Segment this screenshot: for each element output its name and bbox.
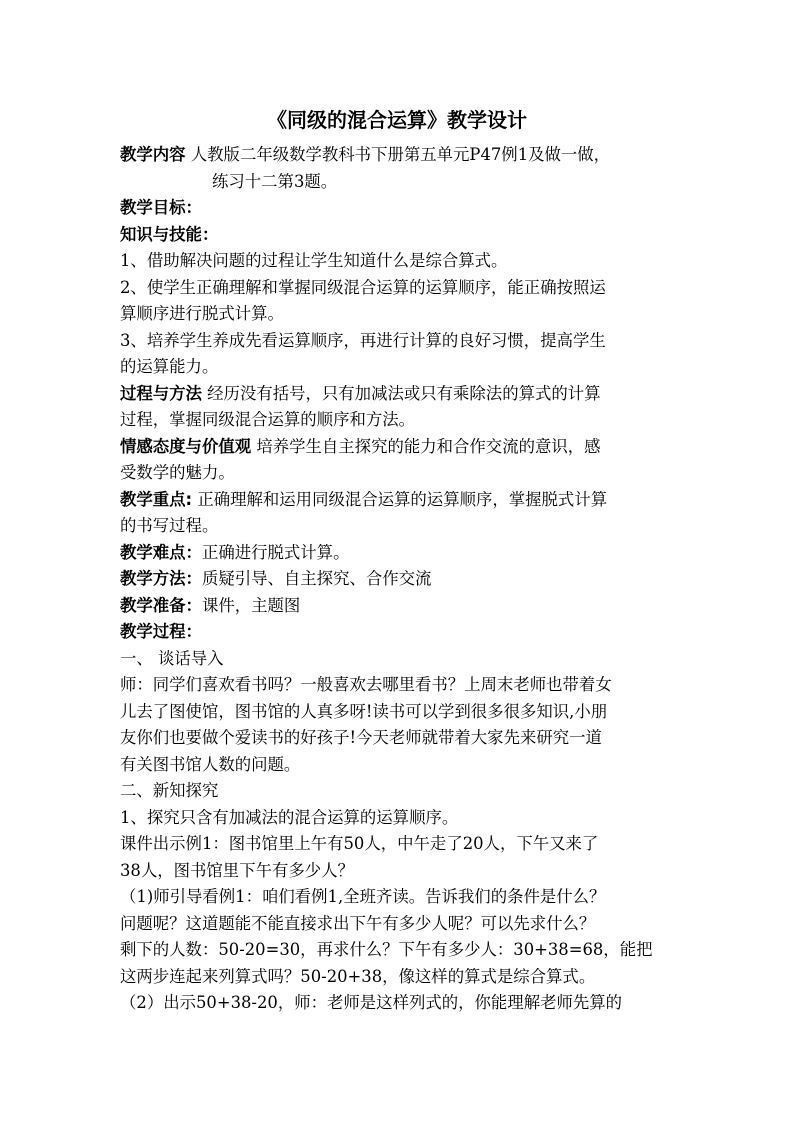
body-line: 问题呢？这道题能不能直接求出下午有多少人呢？可以先求什么？: [120, 913, 596, 933]
attitude-label: 情感态度与价值观: [120, 436, 252, 456]
body-line: 38人，图书馆里下午有多少人？: [120, 860, 354, 880]
key-point-text: 正确理解和运用同级混合运算的运算顺序，掌握脱式计算: [197, 489, 608, 509]
method-text: 质疑引导、自主探究、合作交流: [201, 569, 432, 588]
method-label: 教学方法：: [120, 569, 202, 588]
body-line: （1)师引导看例1：咱们看例1,全班齐读。告诉我们的条件是什么？: [120, 887, 606, 906]
difficulty-line: [120, 540, 680, 567]
prep-label: 教学准备：: [120, 595, 202, 615]
body-line: 儿去了图使馆，图书馆的人真多呀!读书可以学到很多很多知识,小朋: [120, 701, 608, 721]
goal-line: 算顺序进行脱式计算。: [120, 304, 284, 323]
content-text: 人教版二年级数学教科书下册第五单元P47例1及做一做，: [190, 145, 611, 164]
prep-line: [120, 593, 680, 620]
body-line: 二、新知探究: [120, 781, 219, 800]
process-method-line: [120, 381, 680, 408]
attitude-line-2: 受数学的魅力。: [120, 463, 235, 482]
goal-line: 1、借助解决问题的过程让学生知道什么是综合算式。: [120, 251, 508, 270]
body-line: 这两步连起来列算式吗？50-20+38，像这样的算式是综合算式。: [120, 966, 596, 986]
prep-text: 课件，主题图: [201, 595, 301, 615]
document-title: 《同级的混合运算》教学设计: [267, 108, 527, 132]
goals-heading: 教学目标：: [120, 198, 202, 217]
knowledge-heading: 知识与技能：: [120, 224, 219, 244]
body-line: 友你们也要做个爱读书的好孩子!今天老师就带着大家先来研究一道: [120, 728, 602, 747]
goal-line: 2、使学生正确理解和掌握同级混合运算的运算顺序，能正确按照运: [120, 277, 606, 297]
process-method-label: 过程与方法: [120, 383, 202, 403]
body-line: （2）出示50+38-20，师：老师是这样列式的，你能理解老师先算的: [120, 993, 623, 1012]
key-point-line-2: 的书写过程。: [120, 516, 219, 535]
body-line: 1、探究只含有加减法的混合运算的运算顺序。: [120, 807, 459, 827]
content-label: 教学内容: [120, 145, 186, 164]
content-line: [120, 142, 680, 169]
key-point-label: 教学重点:: [120, 489, 193, 509]
attitude-line: [120, 434, 680, 461]
document-body: [120, 142, 680, 1017]
process-method-text: 经历没有括号，只有加减法或只有乘除法的算式的计算: [207, 383, 601, 403]
body-line: 师：同学们喜欢看书吗？一般喜欢去哪里看书？上周末老师也带着女: [120, 675, 612, 694]
body-line: 有关图书馆人数的问题。: [120, 754, 301, 774]
key-point-line: [120, 487, 680, 514]
content-line-2: 练习十二第3题。: [212, 171, 338, 191]
goal-line: 的运算能力。: [120, 357, 219, 376]
attitude-text: 培养学生自主探究的能力和合作交流的意识，感: [256, 436, 601, 456]
body-line: 剩下的人数：50-20=30，再求什么？下午有多少人：30+38=68，能把: [120, 940, 653, 959]
body-line: 课件出示例1：图书馆里上午有50人，中午走了20人，下午又来了: [120, 834, 599, 853]
body-line: 一、 谈话导入: [120, 648, 224, 668]
difficulty-text: 正确进行脱式计算。: [201, 542, 350, 562]
process-method-line-2: 过程，掌握同级混合运算的顺序和方法。: [120, 410, 416, 429]
process-heading: 教学过程：: [120, 622, 202, 641]
goal-line: 3、培养学生养成先看运算顺序，再进行计算的良好习惯，提高学生: [120, 330, 606, 350]
difficulty-label: 教学难点：: [120, 542, 202, 562]
method-line: [120, 566, 680, 593]
